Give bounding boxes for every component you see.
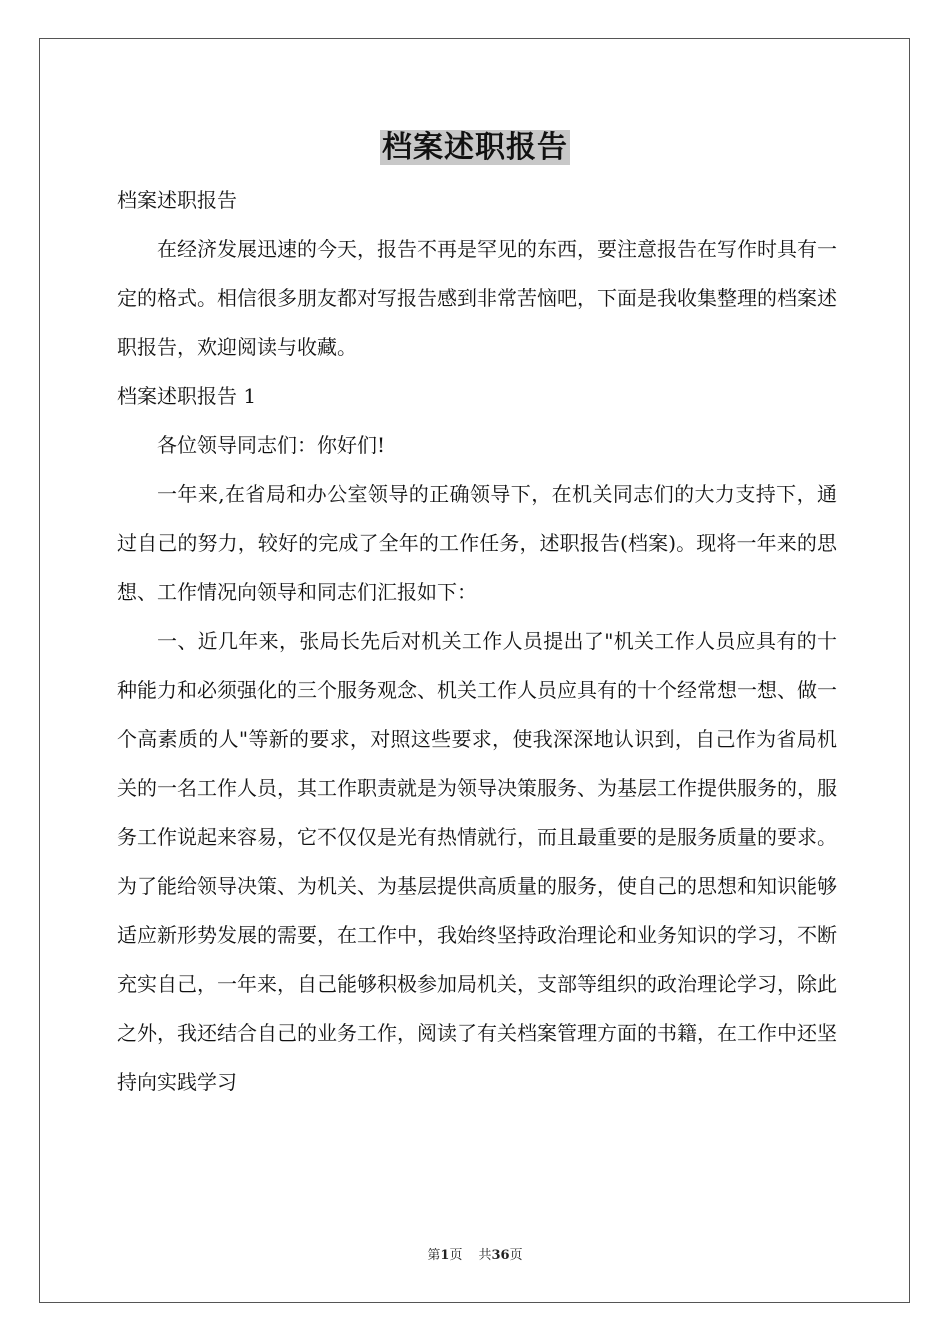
document-title-text: 档案述职报告 — [382, 130, 568, 165]
document-body — [117, 176, 837, 1107]
total-pages: 36 — [491, 1248, 510, 1263]
salutation-paragraph: 各位领导同志们：你好们! — [157, 433, 386, 457]
subtitle-line: 档案述职报告 — [117, 188, 237, 212]
section-heading: 档案述职报告 1 — [117, 384, 257, 408]
total-suffix: 页 — [509, 1248, 523, 1263]
page-prefix: 第 — [427, 1248, 441, 1263]
intro-paragraph: 在经济发展迅速的今天，报告不再是罕见的东西，要注意报告在写作时具有一定的格式。相信很多朋友都对写报告感到非常苦恼吧，下面是我收集整理的档案述职报告，欢迎阅读与收藏。 — [117, 237, 837, 359]
page-number: 1 — [440, 1248, 450, 1263]
document-title — [0, 128, 950, 168]
page-suffix: 页 — [449, 1248, 463, 1263]
body-paragraph: 一、近几年来，张局长先后对机关工作人员提出了"机关工作人员应具有的十种能力和必须强化的三个服务观念、机关工作人员应具有的十个经常想一想、做一个高素质的人"等新的要求，对照这些要求，使我深深地认识到，自己作为省局机关的一名工作人员，其工作职责就是为领导决策服务、为基层工作提供服务的，服务工作说起来容易，它不仅仅是光有热情就行，而且最重要的是服务质量的要求。为了能给领导决策、为机关、为基层提供高质量的服务，使自己的思想和知识能够适应新形势发展的需要，在工作中，我始终坚持政治理论和业务知识的学习，不断充实自己，一年来，自己能够积极参加局机关，支部等组织的政治理论学习，除此之外，我还结合自己的业务工作，阅读了有关档案管理方面的书籍，在工作中还坚持向实践学习 — [117, 629, 837, 1094]
page-footer — [0, 1247, 950, 1265]
body-paragraph: 一年来,在省局和办公室领导的正确领导下，在机关同志们的大力支持下，通过自己的努力，较好的完成了全年的工作任务，述职报告(档案)。现将一年来的思想、工作情况向领导和同志们汇报如下： — [117, 482, 837, 604]
total-prefix: 共 — [478, 1248, 492, 1263]
